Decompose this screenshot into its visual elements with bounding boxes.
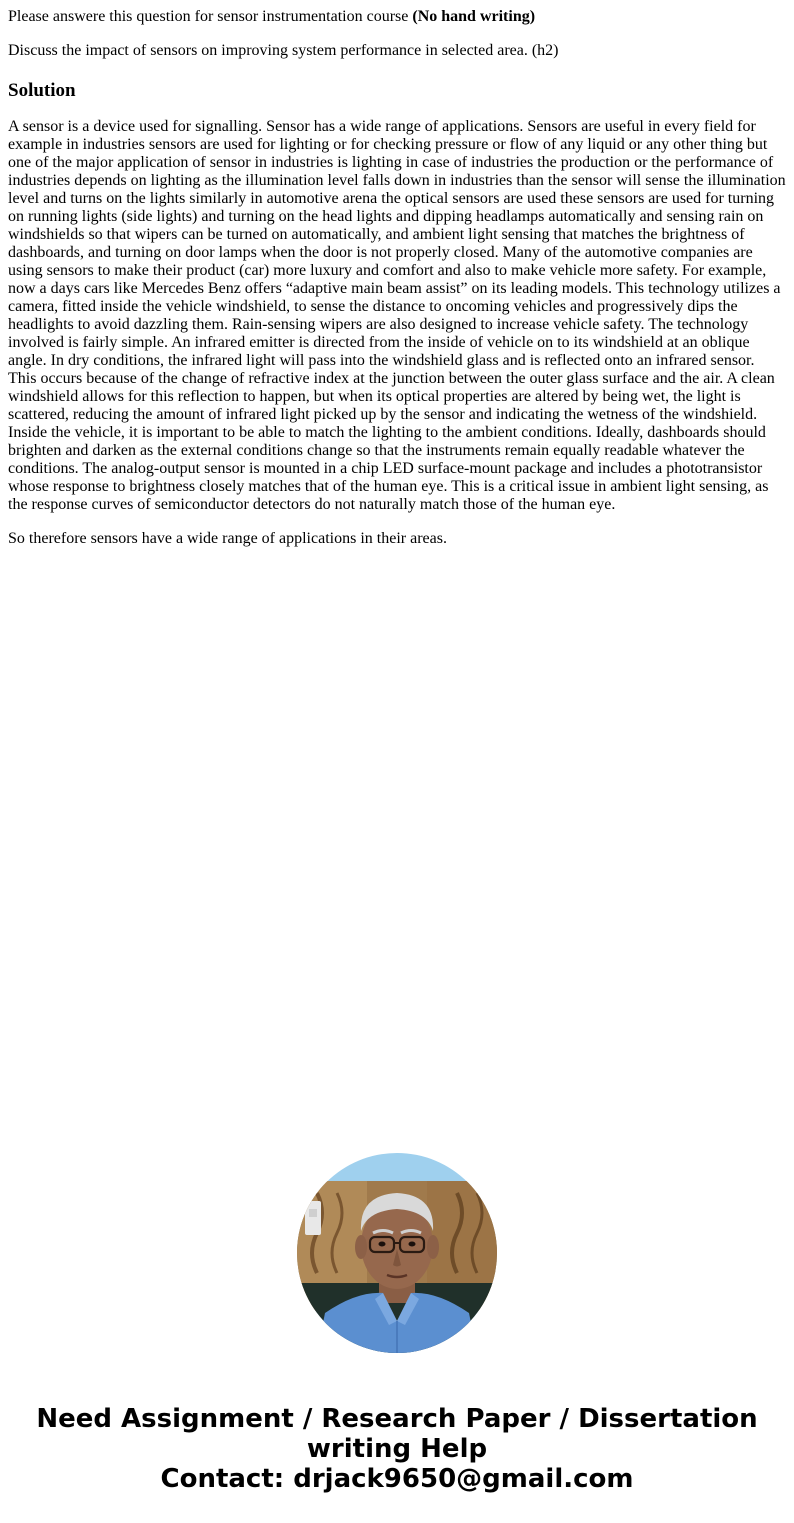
document-content [8,0,786,548]
solution-conclusion: So therefore sensors have a wide range of applications in their areas. [8,530,447,547]
solution-heading: Solution [8,80,76,101]
question-prompt-emphasis: (No hand writing) [412,8,536,25]
promo-line-2: writing Help [306,1434,488,1464]
question-prompt-text: Please answere this question for sensor instrumentation course [8,8,413,25]
promo-line-1: Need Assignment / Research Paper / Dissertation [36,1404,758,1434]
question-prompt [8,0,786,26]
promo-banner [0,1404,794,1494]
solution-body: A sensor is a device used for signalling. Sensor has a wide range of applications. Sensors are useful in every field for example in industries sensors are used for lighting or for checking pressure or flow of any liquid or any other thing but one of the major application of sensor in industries is lighting in case of industries the production or the performance of industries depends on lighting as the illumination level falls down in industries than the sensor will sense the illumination level and turns on the lights similarly in automotive arena the optical sensors are used these sensors are used for turning on running lights (side lights) and turning on the head lights and dipping headlamps automatically and sensing rain on windshields so that wipers can be turned on automatically, and ambient light sensing that matches the brightness of dashboards, and turning on door lamps when the door is not properly closed. Many of the automotive companies are using sensors to make their product (car) more luxury and comfort and also to make vehicle more safety. For example, now a days cars like Mercedes Benz offers “adaptive main beam assist” on its leading models. This technology utilizes a camera, fitted inside the vehicle windshield, to sense the distance to oncoming vehicles and progressively dips the headlights to avoid dazzling them. Rain-sensing wipers are also designed to increase vehicle safety. The technology involved is fairly simple. An infrared emitter is directed from the inside of vehicle on to its windshield at an oblique angle. In dry conditions, the infrared light will pass into the windshield glass and is reflected onto an infrared sensor. This occurs because of the change of refractive index at the junction between the outer glass surface and the air. A clean windshield allows for this reflection to happen, but when its optical properties are altered by being wet, the light is scattered, reducing the amount of infrared light picked up by the sensor and indicating the wetness of the windshield. Inside the vehicle, it is important to be able to match the lighting to the ambient conditions. Ideally, dashboards should brighten and darken as the external conditions change so that the instruments remain equally readable whatever the conditions. The analog-output sensor is mounted in a chip LED surface-mount package and includes a phototransistor whose response to brightness closely matches that of the human eye. This is a critical issue in ambient light sensing, as the response curves of semiconductor detectors do not naturally match those of the human eye. [8,118,786,513]
author-avatar [297,1153,497,1353]
promo-contact: Contact: drjack9650@gmail.com [160,1464,634,1494]
question-discussion: Discuss the impact of sensors on improving system performance in selected area. (h2) [8,42,559,59]
avatar-portrait-image [297,1153,497,1353]
